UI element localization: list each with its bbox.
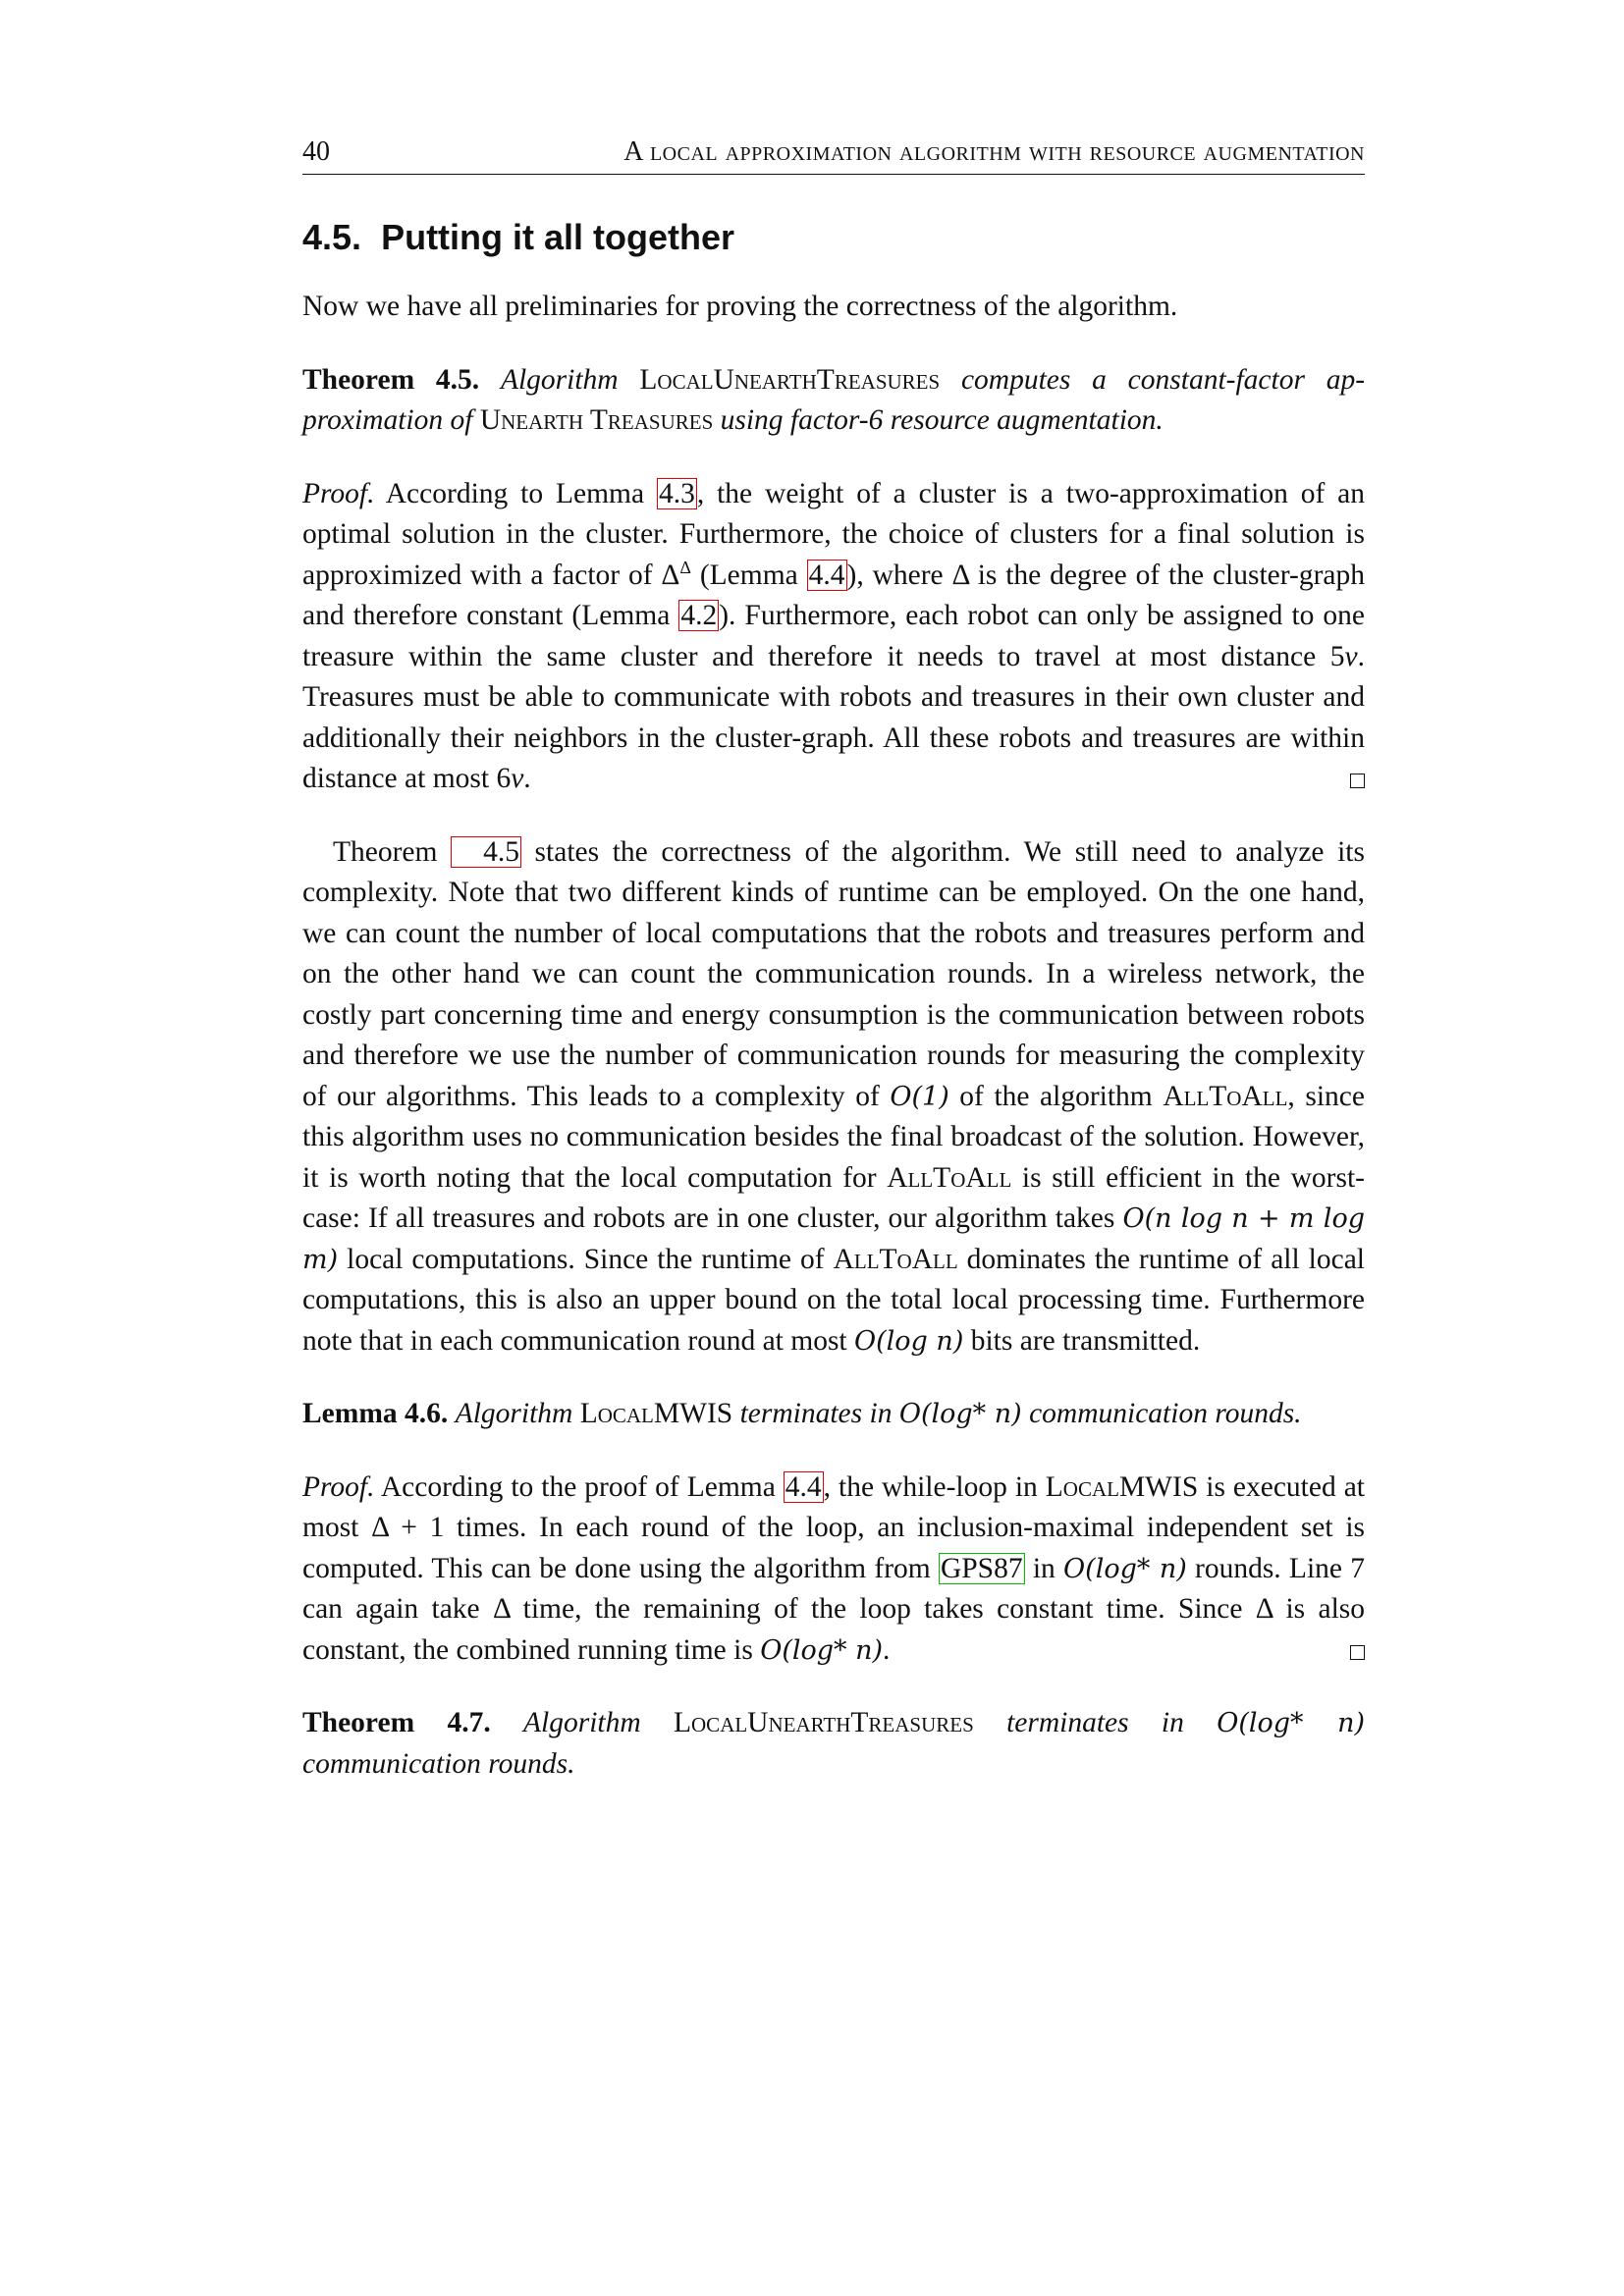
algorithm-name: LocalMWIS xyxy=(1045,1470,1199,1503)
intro-paragraph: Now we have all preliminaries for proving the correctness of the algorithm. xyxy=(302,291,1178,322)
page-number: 40 xyxy=(302,136,330,167)
theorem-4-7 xyxy=(302,1703,1365,1785)
algorithm-name: LocalUnearthTreasures xyxy=(674,1707,974,1738)
body-text: , since this algorithm uses no communication besides the final broadcast of the solution. However, it is worth noting that the local computation for xyxy=(302,1080,1365,1194)
math-expression: O(n log n + m log m) xyxy=(302,1203,1365,1275)
qed-symbol xyxy=(1350,1645,1365,1660)
body-text: bits are transmitted. xyxy=(963,1324,1201,1357)
proof-label: Proof. xyxy=(302,1470,375,1503)
proof-text: . xyxy=(883,1633,891,1666)
lemma-text: Algorithm xyxy=(455,1398,573,1429)
citation-gps87[interactable]: GPS87 xyxy=(940,1552,1023,1584)
lemma-ref-4-2[interactable]: 4.2 xyxy=(680,600,718,631)
theorem-text: Algorithm xyxy=(500,363,619,396)
lemma-ref-4-4[interactable]: 4.4 xyxy=(808,559,845,591)
proof-text: is executed at most Δ + 1 times. In each round of the loop, an inclusion-maximal independent set is computed. This can be done using the algorithm from xyxy=(302,1470,1365,1584)
lemma-ref-4-3[interactable]: 4.3 xyxy=(658,477,695,509)
proof-text: (Lemma xyxy=(690,559,807,591)
math-var: v xyxy=(511,763,524,794)
proof-label: Proof. xyxy=(302,477,375,509)
problem-name: Unearth Treasures xyxy=(479,404,714,436)
algorithm-name: AllToAll xyxy=(1163,1080,1288,1112)
math-expression: O(log n) xyxy=(854,1325,964,1357)
proof-text: ), where Δ is the degree of the cluster-graph and therefore constant (Lemma xyxy=(302,559,1365,631)
proof-text: . xyxy=(523,763,531,794)
proof-theorem-4-5 xyxy=(302,474,1365,800)
proof-text: in xyxy=(1024,1552,1064,1584)
theorem-text: using factor-6 resource augmentation. xyxy=(720,404,1164,436)
body-text: Theorem xyxy=(333,835,452,868)
theorem-text: computes a constant-factor ap-proximation of xyxy=(302,363,1366,436)
lemma-text: communication rounds. xyxy=(1029,1398,1302,1429)
math-expression: O(log* n) xyxy=(760,1634,884,1666)
math-expression: O(1) xyxy=(890,1081,949,1112)
paper-page xyxy=(302,133,1365,1785)
proof-text: . Treasures must be able to communicate with robots and treasures in their own cluster and additionally their neighbors in the cluster-graph. All these robots and treasures are within distance at most 6 xyxy=(302,640,1365,794)
math-expression: O(log* n) xyxy=(1217,1708,1365,1738)
theorem-label: Theorem 4.5. xyxy=(302,363,480,396)
theorem-text: communication rounds. xyxy=(302,1747,575,1780)
proof-text: ). Furthermore, each robot can only be assigned to one treasure within the same cluster and therefore it needs to travel at most distance 5 xyxy=(302,600,1365,672)
qed-symbol xyxy=(1350,774,1365,788)
algorithm-name: LocalMWIS xyxy=(579,1398,733,1429)
lemma-text: terminates in xyxy=(739,1398,893,1429)
theorem-text: terminates in xyxy=(1006,1707,1184,1738)
proof-text: According to Lemma xyxy=(385,477,645,509)
lemma-label: Lemma 4.6. xyxy=(302,1398,449,1429)
body-text: is still efficient in the worst-case: If all treasures and robots are in one cluster, our algorithm takes xyxy=(302,1161,1365,1234)
math-expression: O(log* n) xyxy=(1063,1553,1187,1584)
theorem-4-5 xyxy=(302,360,1365,442)
body-text: of the algorithm xyxy=(948,1080,1164,1112)
superscript-delta: Δ xyxy=(679,557,691,577)
theorem-text: Algorithm xyxy=(523,1707,641,1738)
section-heading xyxy=(302,216,1365,259)
algorithm-name: AllToAll xyxy=(887,1161,1012,1194)
proof-text: rounds. Line 7 can again take Δ time, the remaining of the loop takes constant time. Since Δ is also constant, the combined running time is xyxy=(302,1552,1365,1666)
body-text: local computations. Since the runtime of xyxy=(338,1243,834,1275)
theorem-label: Theorem 4.7. xyxy=(302,1707,491,1738)
proof-text: , the weight of a cluster is a two-approximation of an optimal solution in the cluster. Furthermore, the choice of clusters for a final solution is approximized with a factor of Δ xyxy=(302,477,1366,591)
algorithm-name: AllToAll xyxy=(833,1243,958,1275)
proof-lemma-4-6 xyxy=(302,1468,1365,1672)
proof-text: According to the proof of Lemma xyxy=(380,1470,784,1503)
running-title: A local approximation algorithm with resource augmentation xyxy=(623,136,1365,167)
lemma-ref-4-4[interactable]: 4.4 xyxy=(785,1470,822,1503)
running-header xyxy=(302,133,1365,175)
algorithm-name: LocalUnearthTreasures xyxy=(639,363,941,396)
math-var: v xyxy=(1344,640,1358,672)
lemma-4-6 xyxy=(302,1394,1365,1435)
theorem-ref-4-5[interactable]: 4.5 xyxy=(451,836,521,868)
proof-text: , the while-loop in xyxy=(823,1470,1046,1503)
body-text: dominates the runtime of all local computations, this is also an upper bound on the total local processing time. Furthermore note that in each communication round at most xyxy=(302,1243,1365,1357)
section-title: Putting it all together xyxy=(381,217,735,257)
section-number: 4.5. xyxy=(302,217,362,257)
body-text: states the correctness of the algorithm. We still need to analyze its complexity. Note that two different kinds of runtime can be employed. On the one hand, we can count the number of local computations that the robots and treasures perform and on the other hand we can count the communication rounds. In a wireless network, the costly part concerning time and energy consumption is the communication between robots and therefore we use the number of communication rounds for measuring the complexity of our algorithms. This leads to a complexity of xyxy=(302,835,1365,1112)
complexity-paragraph xyxy=(302,832,1365,1362)
math-expression: O(log* n) xyxy=(898,1399,1022,1429)
